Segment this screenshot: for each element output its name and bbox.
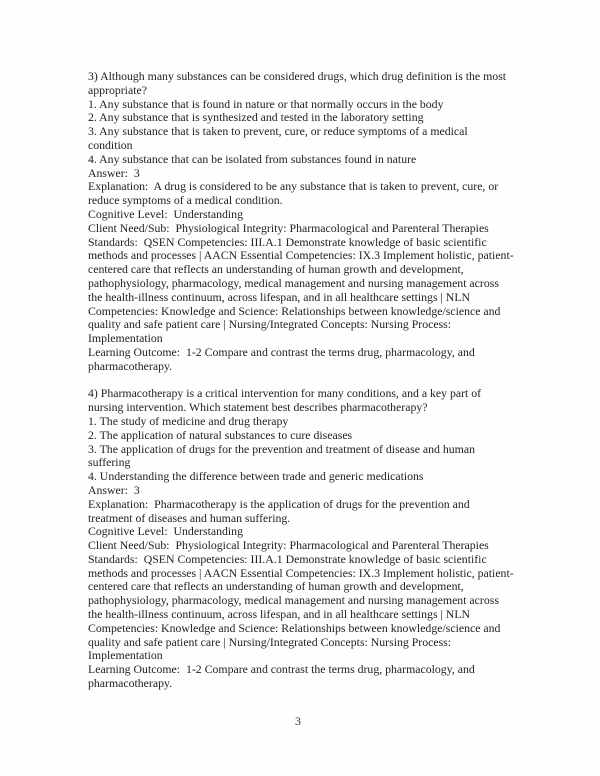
question-option: 3. The application of drugs for the prevention and treatment of disease and human suffering: [88, 441, 478, 470]
question-stem: 3) Although many substances can be considered drugs, which drug definition is the most appropriate?: [88, 69, 510, 97]
question-separator: [88, 374, 514, 388]
question-stem: 4) Pharmacotherapy is a critical intervention for many conditions, and a key part of nursing intervention. Which statement best describes pharmacotherapy?: [88, 386, 485, 415]
explanation-line: Explanation: A drug is considered to be any substance that is taken to prevent, cure, or reduce symptoms of a medical condition.: [88, 179, 502, 208]
question-option: 1. The study of medicine and drug therapy: [88, 413, 289, 428]
cognitive-level-line: Cognitive Level: Understanding: [88, 524, 243, 539]
learning-outcome-line: Learning Outcome: 1-2 Compare and contrast the terms drug, pharmacology, and pharmacotherapy.: [88, 344, 478, 373]
question-block-4: [88, 387, 514, 691]
page-content: [88, 70, 514, 691]
question-option: 4. Understanding the difference between trade and generic medications: [88, 469, 424, 484]
question-option: 3. Any substance that is taken to prevent, cure, or reduce symptoms of a medical condition: [88, 124, 471, 152]
page-number: 3: [295, 714, 301, 728]
question-block-3: [88, 70, 514, 374]
question-option: 1. Any substance that is found in nature or that normally occurs in the body: [88, 96, 444, 111]
answer-line: Answer: 3: [88, 165, 140, 180]
learning-outcome-line: Learning Outcome: 1-2 Compare and contrast the terms drug, pharmacology, and pharmacotherapy.: [88, 662, 478, 691]
question-option: 2. The application of natural substances to cure diseases: [88, 427, 353, 442]
client-need-line: Client Need/Sub: Physiological Integrity: Pharmacological and Parenteral Therapies: [88, 220, 489, 235]
client-need-line: Client Need/Sub: Physiological Integrity: Pharmacological and Parenteral Therapies: [88, 538, 489, 553]
question-option: 4. Any substance that can be isolated from substances found in nature: [88, 151, 417, 166]
answer-line: Answer: 3: [88, 482, 140, 497]
cognitive-level-line: Cognitive Level: Understanding: [88, 206, 243, 221]
standards-line: Standards: QSEN Competencies: III.A.1 Demonstrate knowledge of basic scientific methods and processes | AACN Essential Competencies: IX.3 Implement holistic, patient-centered care that reflects an understanding of human growth and development, pathophysiology, pharmacology, medical management and nursing management across the health-illness continuum, across lifespan, and in all healthcare settings | NLN Competencies: Knowledge and Science: Relationships between knowledge/science and quality and safe patient care | Nursing/Integrated Concepts: Nursing Process: Implementation: [88, 234, 514, 346]
explanation-line: Explanation: Pharmacotherapy is the application of drugs for the prevention and treatment of diseases and human suffering.: [88, 496, 473, 525]
standards-line: Standards: QSEN Competencies: III.A.1 Demonstrate knowledge of basic scientific methods and processes | AACN Essential Competencies: IX.3 Implement holistic, patient-centered care that reflects an understanding of human growth and development, pathophysiology, pharmacology, medical management and nursing management across the health-illness continuum, across lifespan, and in all healthcare settings | NLN Competencies: Knowledge and Science: Relationships between knowledge/science and quality and safe patient care | Nursing/Integrated Concepts: Nursing Process: Implementation: [88, 551, 514, 663]
question-option: 2. Any substance that is synthesized and tested in the laboratory setting: [88, 110, 424, 125]
